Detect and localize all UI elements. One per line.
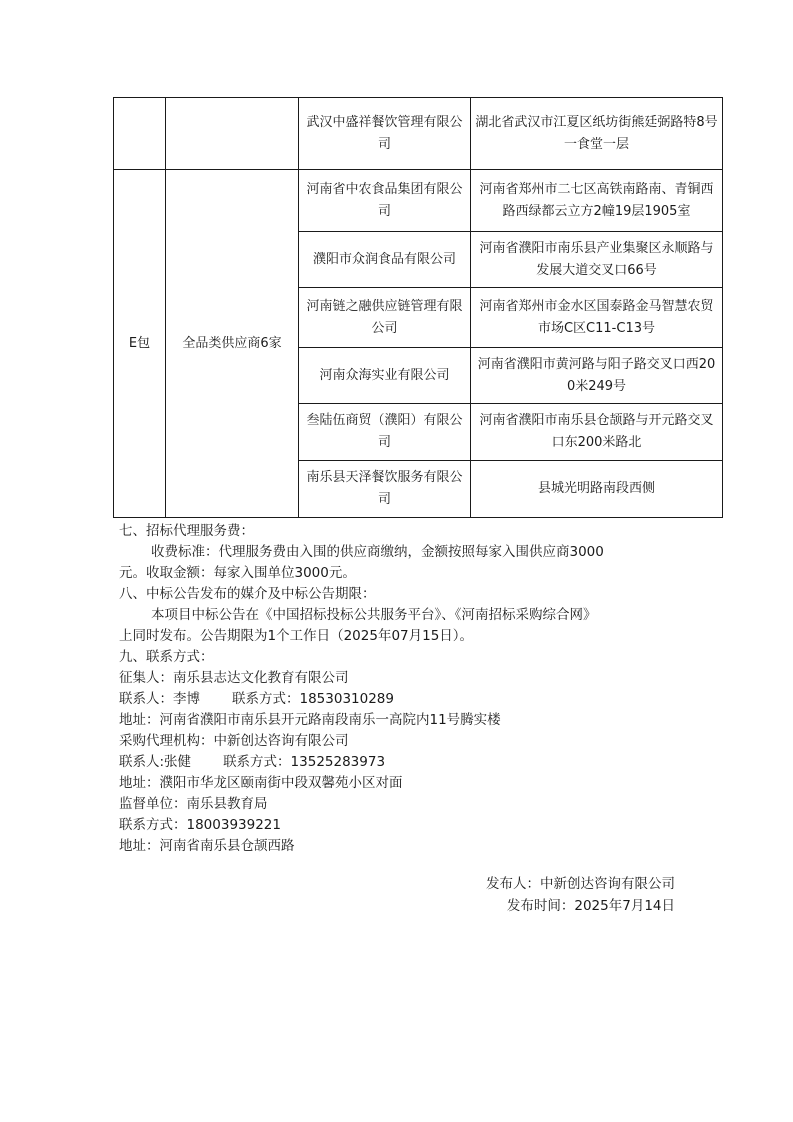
agency-contact-row: [119, 752, 689, 773]
section-heading-media: 八、中标公告发布的媒介及中标公告期限：: [119, 586, 376, 602]
supplier-address-cell: 河南省郑州市金水区国泰路金马智慧农贸市场C区C11-C13号: [471, 288, 723, 348]
supervisor-name: 监督单位：南乐县教育局: [119, 796, 268, 812]
buyer-phone: 联系方式：18530310289: [232, 691, 394, 707]
supplier-address-cell: 河南省郑州市二七区高铁南路南、青铜西路西绿都云立方2幢19层1905室: [471, 170, 723, 232]
buyer-address: 地址：河南省濮阳市南乐县开元路南段南乐一高院内11号腾实楼: [119, 712, 501, 728]
supplier-name-cell: 濮阳市众润食品有限公司: [299, 232, 471, 288]
agency-name: 采购代理机构：中新创达咨询有限公司: [119, 733, 349, 749]
fee-standard-line: 收费标准：代理服务费由入围的供应商缴纳，金额按照每家入围供应商3000: [151, 544, 604, 560]
supervisor-address: 地址：河南省南乐县仓颉西路: [119, 838, 295, 854]
publisher: 发布人：中新创达咨询有限公司: [486, 876, 675, 892]
media-period-line: 上同时发布。公告期限为1个工作日（2025年07月15日）。: [119, 628, 474, 644]
supplier-name-cell: 河南链之融供应链管理有限公司: [299, 288, 471, 348]
supplier-address-cell: 河南省濮阳市南乐县仓颉路与开元路交叉口东200米路北: [471, 404, 723, 461]
buyer-person: 联系人：李博: [119, 691, 200, 707]
supplier-name-cell: 河南众海实业有限公司: [299, 348, 471, 404]
category-cell-empty: [166, 98, 299, 170]
supplier-name-cell: 武汉中盛祥餐饮管理有限公司: [299, 98, 471, 170]
supplier-name-cell: 叁陆伍商贸（濮阳）有限公司: [299, 404, 471, 461]
buyer-name: 征集人：南乐县志达文化教育有限公司: [119, 670, 349, 686]
supplier-address-cell: 县城光明路南段西侧: [471, 461, 723, 518]
supplier-table: [113, 97, 723, 518]
agency-person: 联系人:张健: [119, 754, 192, 770]
section-heading-fee: 七、招标代理服务费：: [119, 523, 254, 539]
supplier-address-cell: 湖北省武汉市江夏区纸坊街熊廷弼路特8号一食堂一层: [471, 98, 723, 170]
supplier-name-cell: 南乐县天泽餐饮服务有限公司: [299, 461, 471, 518]
package-cell-empty: [114, 98, 166, 170]
category-cell: 全品类供应商6家: [166, 170, 299, 518]
table-row: [114, 98, 723, 170]
media-line: 本项目中标公告在《中国招标投标公共服务平台》、《河南招标采购综合网》: [151, 607, 597, 623]
package-label-cell: E包: [114, 170, 166, 518]
agency-phone: 联系方式：13525283973: [223, 754, 386, 770]
table-row: [114, 170, 723, 232]
supplier-name-cell: 河南省中农食品集团有限公司: [299, 170, 471, 232]
publish-date: 发布时间：2025年7月14日: [506, 898, 675, 914]
supplier-address-cell: 河南省濮阳市黄河路与阳子路交叉口西200米249号: [471, 348, 723, 404]
supervisor-phone: 联系方式：18003939221: [119, 817, 281, 833]
publish-block: [440, 873, 675, 917]
section-heading-contact: 九、联系方式：: [119, 649, 214, 665]
fee-amount-line: 元。收取金额：每家入围单位3000元。: [119, 565, 356, 581]
supplier-address-cell: 河南省濮阳市南乐县产业集聚区永顺路与发展大道交叉口66号: [471, 232, 723, 288]
buyer-contact-row: [119, 689, 689, 710]
notice-body: [119, 521, 689, 857]
agency-address: 地址：濮阳市华龙区颐南街中段双馨苑小区对面: [119, 775, 403, 791]
